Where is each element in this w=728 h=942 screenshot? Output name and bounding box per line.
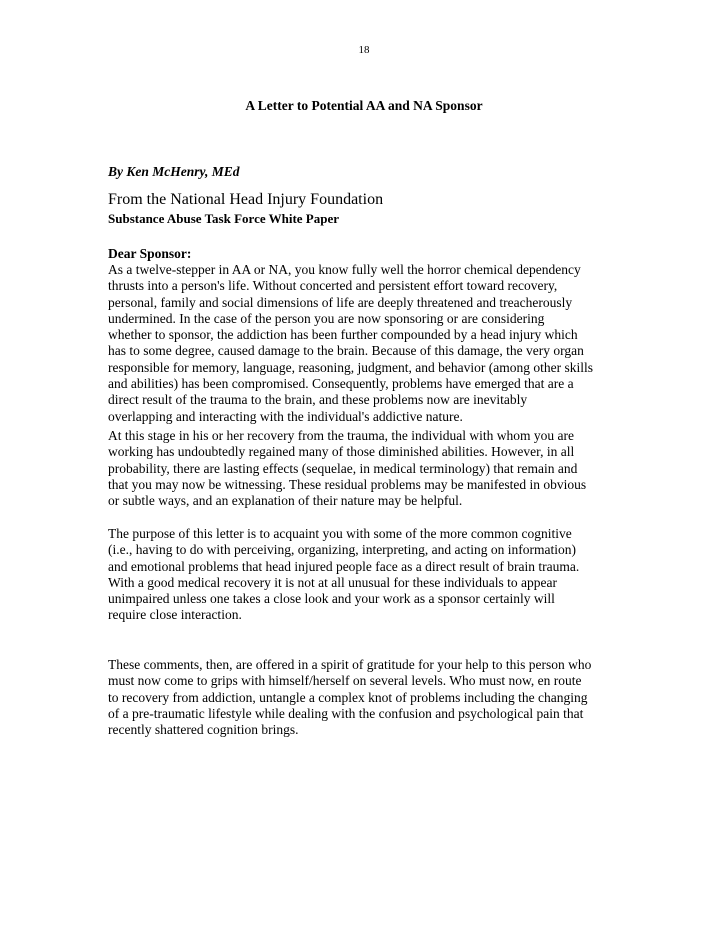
author-byline: By Ken McHenry, MEd bbox=[108, 164, 240, 179]
paragraph-line: and emotional problems that head injured people face as a direct result of brain trauma. bbox=[108, 558, 580, 574]
letter-salutation: Dear Sponsor: bbox=[108, 246, 192, 261]
paragraph-line: direct result of the trauma to the brain, and these problems now are inevitably bbox=[108, 392, 528, 408]
body-paragraph-4 bbox=[108, 657, 638, 738]
document-subtitle: Substance Abuse Task Force White Paper bbox=[108, 211, 340, 226]
paragraph-line: undermined. In the case of the person you are now sponsoring or are considering bbox=[108, 310, 545, 326]
paragraph-line: personal, family and social dimensions of life are deeply threatened and treacherously bbox=[108, 294, 573, 310]
paragraph-line: working has undoubtedly regained many of those diminished abilities. However, in all bbox=[108, 444, 575, 460]
paragraph-line: With a good medical recovery it is not at all unusual for these individuals to appear bbox=[108, 574, 557, 590]
paragraph-line: and abilities) has been compromised. Consequently, problems have emerged that are a bbox=[108, 376, 574, 392]
paragraph-line: of a pre-traumatic lifestyle while dealing with the confusion and psychological pain that bbox=[108, 705, 584, 721]
paragraph-line: The purpose of this letter is to acquaint you with some of the more common cognitive bbox=[108, 526, 572, 541]
body-paragraph-2 bbox=[108, 428, 638, 509]
paragraph-line: As a twelve-stepper in AA or NA, you know fully well the horror chemical dependency bbox=[108, 262, 581, 277]
page-number: 18 bbox=[358, 44, 370, 56]
paragraph-line: that you may now be witnessing. These residual problems may be manifested in obvious bbox=[108, 476, 587, 492]
paragraph-line: thrusts into a person's life. Without concerted and persistent effort toward recovery, bbox=[108, 278, 558, 294]
paragraph-line: require close interaction. bbox=[108, 607, 242, 623]
source-organization: From the National Head Injury Foundation bbox=[108, 191, 384, 208]
paragraph-line: At this stage in his or her recovery from the trauma, the individual with whom you are bbox=[108, 428, 575, 443]
paragraph-line: must now come to grips with himself/herself on several levels. Who must now, en route bbox=[108, 673, 582, 689]
paragraph-line: probability, there are lasting effects (sequelae, in medical terminology) that remain and bbox=[108, 460, 578, 476]
paragraph-line: has to some degree, caused damage to the brain. Because of this damage, the very organ bbox=[108, 343, 584, 359]
paragraph-line: recently shattered cognition brings. bbox=[108, 722, 299, 738]
paragraph-line: These comments, then, are offered in a spirit of gratitude for your help to this person who bbox=[108, 657, 592, 672]
paragraph-line: whether to sponsor, the addiction has been further compounded by a head injury which bbox=[108, 327, 578, 343]
paragraph-line: unimpaired unless one takes a close look and your work as a sponsor certainly will bbox=[108, 591, 555, 607]
body-paragraph-3 bbox=[108, 526, 638, 624]
document-title: A Letter to Potential AA and NA Sponsor bbox=[245, 98, 483, 113]
paragraph-line: overlapping and interacting with the individual's addictive nature. bbox=[108, 408, 463, 424]
body-paragraph-1 bbox=[108, 262, 638, 425]
paragraph-line: to recovery from addiction, untangle a complex knot of problems including the changing bbox=[108, 689, 588, 705]
paragraph-line: or subtle ways, and an explanation of their nature may be helpful. bbox=[108, 493, 463, 509]
paragraph-line: (i.e., having to do with perceiving, organizing, interpreting, and acting on information) bbox=[108, 542, 577, 558]
paragraph-line: responsible for memory, language, reasoning, judgment, and behavior (among other skills bbox=[108, 359, 594, 375]
